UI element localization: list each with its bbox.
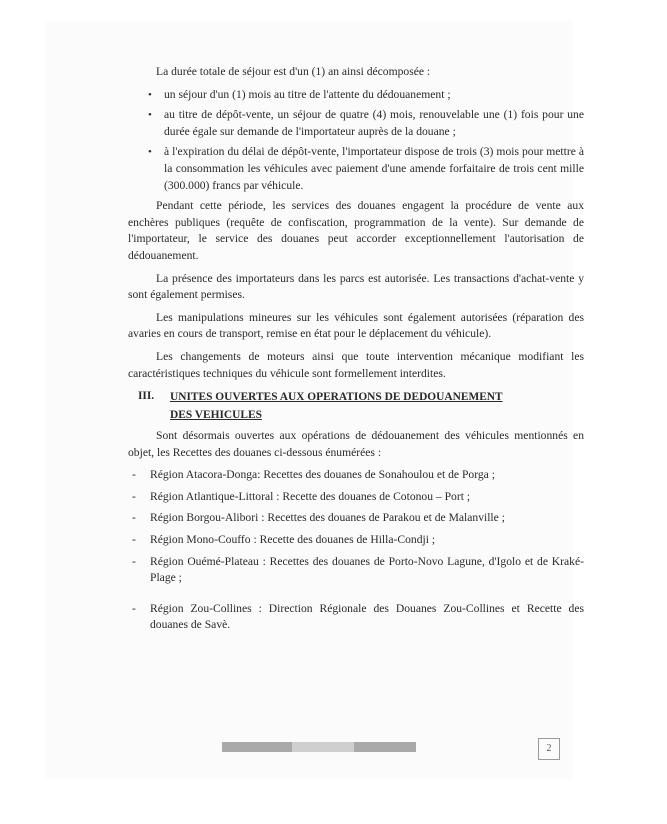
paragraph: Les changements de moteurs ainsi que toute intervention mécanique modifiant les caractéristiques techniques du véhicule sont formellement interdites.: [128, 349, 584, 380]
paragraph: Les manipulations mineures sur les véhicules sont également autorisées (réparation des avaries en cours de transport, remise en état pour le déplacement du véhicule).: [128, 310, 584, 341]
document-body: [128, 64, 584, 639]
dash-icon: -: [132, 554, 136, 568]
list-item: - Région Zou-Collines : Direction Régionale des Douanes Zou-Collines et Recette des douanes de Savè.: [132, 601, 584, 632]
section-title-line: DES VEHICULES: [170, 409, 262, 422]
section-intro: Sont désormais ouvertes aux opérations de dédouanement des véhicules mentionnés en objet, les Recettes des douanes ci-dessous énumérées :: [128, 429, 584, 459]
footer-decoration: [222, 742, 292, 752]
dash-icon: -: [132, 511, 136, 525]
document-page: [46, 22, 584, 778]
section-heading: [138, 388, 584, 424]
bullet-icon: •: [148, 88, 152, 101]
bullet-icon: •: [148, 109, 152, 122]
list-item: • au titre de dépôt-vente, un séjour de quatre (4) mois, renouvelable une (1) fois pour une durée égale sur demande de l'importateur auprès de la douane ;: [148, 108, 584, 138]
list-item: - Région Ouémé-Plateau : Recettes des douanes de Porto-Novo Lagune, d'Igolo et de Kraké-Plage ;: [132, 554, 584, 585]
footer-decoration: [292, 742, 354, 752]
footer-decoration: [354, 742, 416, 752]
list-item: - Région Borgou-Alibori : Recettes des douanes de Parakou et de Malanville ;: [128, 510, 584, 527]
bullet-icon: •: [148, 146, 152, 159]
section-title-line: UNITES OUVERTES AUX OPERATIONS DE DEDOUANEMENT: [170, 391, 503, 404]
paragraph: Pendant cette période, les services des douanes engagent la procédure de vente aux enchères publiques (requête de confiscation, programmation de la vente). Sur demande de l'importateur, le service des douanes peut accorder exceptionnellement l'autorisation de dédouanement.: [128, 199, 584, 262]
paragraph: La présence des importateurs dans les parcs est autorisée. Les transactions d'achat-vente y sont également permises.: [128, 271, 584, 302]
list-item: - Région Mono-Couffo : Recette des douanes de Hilla-Condji ;: [128, 532, 584, 549]
section-number: III.: [138, 390, 155, 403]
duration-list: [128, 87, 584, 195]
list-item: - Région Atacora-Donga: Recettes des douanes de Sonahoulou et de Porga ;: [128, 467, 584, 484]
dash-icon: -: [132, 489, 136, 503]
list-item: • à l'expiration du délai de dépôt-vente, l'importateur dispose de trois (3) mois pour mettre à la consommation les véhicules avec paiement d'une amende forfaitaire de trois cent mille (300.000) francs par véhicule.: [148, 145, 584, 192]
dash-icon: -: [132, 601, 136, 615]
regions-list: [128, 467, 584, 634]
dash-icon: -: [132, 468, 136, 482]
list-item: - Région Atlantique-Littoral : Recette des douanes de Cotonou – Port ;: [128, 489, 584, 506]
list-item: • un séjour d'un (1) mois au titre de l'attente du dédouanement ;: [128, 87, 584, 104]
dash-icon: -: [132, 533, 136, 547]
intro-text: La durée totale de séjour est d'un (1) an ainsi décomposée :: [156, 65, 431, 78]
page-number: 2: [538, 738, 560, 760]
